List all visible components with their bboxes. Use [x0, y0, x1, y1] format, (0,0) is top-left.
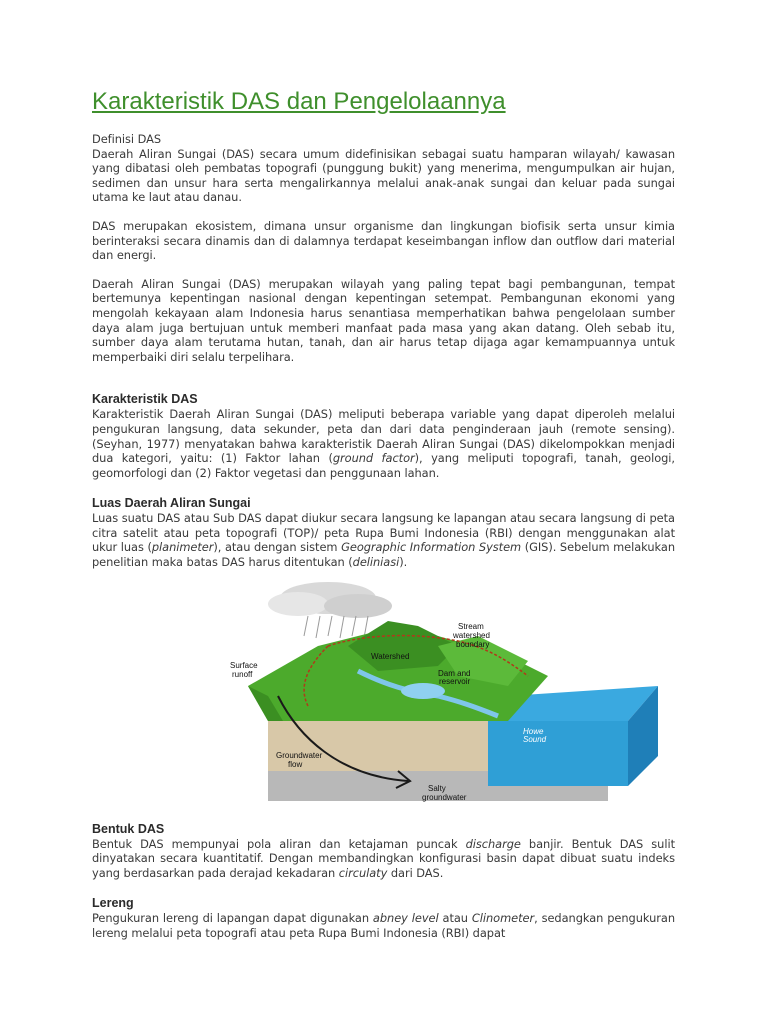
- definisi-paragraph-3: Daerah Aliran Sungai (DAS) merupakan wilayah yang paling tepat bagi pembangunan, tempat bertemunya kepentingan nasional dengan kepentingan setempat. Pembangunan ekonomi yang mengolah kekayaan alam Indonesia harus senantiasa memperhatikan bahwa pengelolaan sumber daya alam juga bertujuan untuk memberi manfaat pada masa yang akan datang. Oleh sebab itu, sumber daya alam terutama hutan, tanah, dan air harus tetap dijaga agar kemampuannya untuk memperbaiki diri selalu terpelihara.: [92, 276, 675, 364]
- svg-text:watershed: watershed: [453, 630, 490, 640]
- svg-text:groundwater: groundwater: [422, 792, 467, 802]
- svg-text:Surface: Surface: [230, 660, 258, 670]
- definisi-paragraph-1: Daerah Aliran Sungai (DAS) secara umum didefinisikan sebagai suatu hamparan wilayah/ kawasan yang dibatasi oleh pembatas topografi (punggung bukit) yang menerima, mengumpulkan air hujan, sedimen dan unsur hara serta mengalirkannya melalui anak-anak sungai dan keluar pada sungai utama ke laut atau danau.: [92, 146, 675, 205]
- page-title: Karakteristik DAS dan Pengelolaannya: [92, 88, 506, 115]
- svg-text:flow: flow: [288, 759, 303, 769]
- svg-text:Stream: Stream: [458, 621, 484, 631]
- karakteristik-paragraph: Karakteristik Daerah Aliran Sungai (DAS) meliputi beberapa variable yang dapat diperoleh melalui pengukuran langsung, data sekunder, peta dan dari data penginderaan jauh (remote sensing). (Seyhan, 1977) menyatakan bahwa karakteristik Daerah Aliran Sungai (DAS) dikelompokkan menjadi dua kategori, yaitu: (1) Faktor lahan (ground factor), yang meliputi topografi, tanah, geologi, geomorfologi dan (2) Faktor vegetasi dan penggunaan lahan.: [92, 407, 675, 480]
- svg-text:Howe: Howe: [523, 726, 544, 736]
- svg-text:Watershed: Watershed: [371, 651, 410, 661]
- watershed-illustration: [208, 576, 658, 816]
- lereng-paragraph: Pengukuran lereng di lapangan dapat digunakan abney level atau Clinometer, sedangkan pengukuran lereng melalui peta topografi atau peta Rupa Bumi Indonesia (RBI) dapat: [92, 911, 675, 941]
- karakteristik-heading: Karakteristik DAS: [92, 392, 198, 407]
- document-content: [92, 88, 675, 941]
- definisi-paragraph-2: DAS merupakan ekosistem, dimana unsur organisme dan lingkungan biofisik serta unsur kimia berinteraksi secara dinamis dan di dalamnya terdapat keseimbangan inflow dan outflow dari material dan energi.: [92, 218, 675, 263]
- svg-text:boundary: boundary: [456, 639, 490, 649]
- luas-paragraph: Luas suatu DAS atau Sub DAS dapat diukur secara langsung ke lapangan atau secara langsung di peta citra satelit atau peta topografi (TOP)/ peta Rupa Bumi Indonesia (RBI) dengan menggunakan alat ukur luas (planimeter), atau dengan sistem Geographic Information System (GIS). Sebelum melakukan penelitian maka batas DAS harus ditentukan (deliniasi).: [92, 511, 675, 570]
- lereng-heading: Lereng: [92, 896, 134, 911]
- svg-text:Dam and: Dam and: [438, 668, 471, 678]
- svg-text:reservoir: reservoir: [439, 676, 471, 686]
- bentuk-paragraph: Bentuk DAS mempunyai pola aliran dan ketajaman puncak discharge banjir. Bentuk DAS sulit dinyatakan secara kuantitatif. Dengan membandingkan konfigurasi basin dapat dibuat suatu indeks yang berdasarkan pada derajad kekadaran circulaty dari DAS.: [92, 836, 675, 880]
- svg-text:Sound: Sound: [523, 734, 547, 744]
- luas-heading: Luas Daerah Aliran Sungai: [92, 496, 251, 511]
- definisi-heading: Definisi DAS: [92, 132, 162, 146]
- bentuk-heading: Bentuk DAS: [92, 821, 165, 836]
- svg-text:Salty: Salty: [428, 783, 446, 793]
- svg-text:Groundwater: Groundwater: [276, 750, 323, 760]
- svg-text:runoff: runoff: [232, 669, 253, 679]
